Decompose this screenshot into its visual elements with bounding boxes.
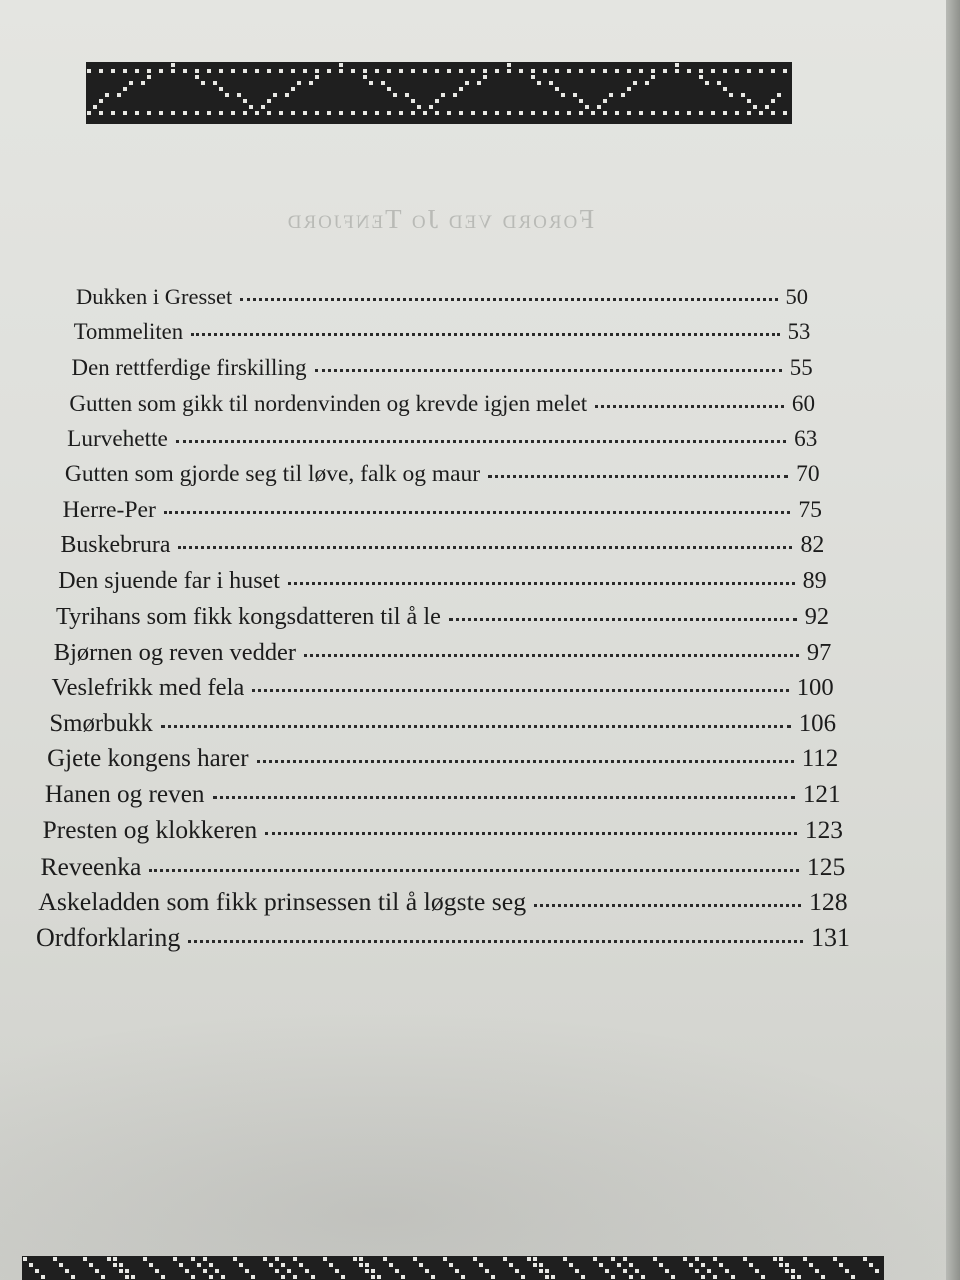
ornament-stitch [623, 1257, 627, 1261]
ornament-stitch [359, 1263, 363, 1267]
toc-entry [65, 461, 820, 488]
toc-entry-page: 82 [800, 532, 825, 559]
toc-entry-title: Bjørnen og reven vedder [53, 638, 297, 666]
toc-entry-page: 53 [787, 319, 811, 345]
ornament-stitch [161, 1275, 165, 1279]
toc-entry-page: 63 [794, 425, 818, 452]
ornament-stitch [563, 1257, 567, 1261]
ornament-stitch [125, 1269, 129, 1273]
toc-entry [52, 674, 834, 702]
ornament-stitch [815, 1269, 819, 1273]
ornament-stitch [671, 1275, 675, 1279]
toc-entry-title: Tommeliten [73, 319, 184, 345]
ornament-stitch [215, 1269, 219, 1273]
ornament-stitch [419, 1263, 423, 1267]
toc-dot-leader [149, 869, 798, 872]
ornament-stitch [185, 1269, 189, 1273]
toc-entry-page: 70 [796, 461, 820, 488]
ornament-stitch [713, 1275, 717, 1279]
ornament-stitch [845, 1269, 849, 1273]
ornament-stitch [335, 1269, 339, 1273]
toc-dot-leader [488, 475, 788, 478]
ornament-stitch [371, 1275, 375, 1279]
ornament-stitch [209, 1275, 213, 1279]
ornament-stitch [323, 1257, 327, 1261]
ornament-stitch [71, 1275, 75, 1279]
ornament-stitch [383, 1257, 387, 1261]
ornament-stitch [443, 1257, 447, 1261]
ornament-stitch [287, 1269, 291, 1273]
ornament-stitch [635, 1269, 639, 1273]
ornament-stitch [641, 1275, 645, 1279]
ornament-stitch [305, 1269, 309, 1273]
toc-entry-page: 100 [796, 674, 834, 702]
ornament-stitch [101, 1275, 105, 1279]
ornament-stitch [59, 1263, 63, 1267]
ornament-stitch [653, 1257, 657, 1261]
toc-entry-title: Lurvehette [67, 425, 168, 452]
ornament-stitch [695, 1269, 699, 1273]
ornament-stitch [269, 1263, 273, 1267]
ornament-stitch [233, 1257, 237, 1261]
toc-dot-leader [161, 725, 791, 728]
toc-dot-leader [240, 298, 777, 301]
ornament-stitch [107, 1257, 111, 1261]
ornament-stitch [275, 1269, 279, 1273]
ornament-stitch [191, 1257, 195, 1261]
toc-dot-leader [304, 654, 799, 657]
ornament-stitch [461, 1275, 465, 1279]
ornament-stitch [239, 1263, 243, 1267]
ornament-stitch [53, 1257, 57, 1261]
ornament-stitch [89, 1263, 93, 1267]
toc-entry-page: 50 [785, 284, 808, 309]
ornament-stitch [485, 1269, 489, 1273]
ornament-stitch [371, 1269, 375, 1273]
toc-dot-leader [534, 904, 801, 907]
ornament-stitch [341, 1275, 345, 1279]
toc-entry-title: Presten og klokkeren [42, 816, 258, 845]
ornament-stitch [293, 1257, 297, 1261]
ornament-stitch [113, 1257, 117, 1261]
toc-entry-page: 75 [798, 496, 822, 523]
toc-dot-leader [164, 511, 790, 514]
ornament-stitch [551, 1275, 555, 1279]
ornament-stitch [263, 1257, 267, 1261]
ornament-stitch [389, 1263, 393, 1267]
toc-entry [47, 745, 838, 773]
ornament-stitch [29, 1263, 33, 1267]
page-edge [946, 0, 960, 1280]
toc-dot-leader [213, 796, 795, 799]
ornament-stitch [119, 1263, 123, 1267]
toc-entry-title: Veslefrikk med fela [51, 674, 245, 702]
ornament-stitch [581, 1275, 585, 1279]
ornament-stitch [809, 1263, 813, 1267]
ornament-stitch [119, 1269, 123, 1273]
ornament-stitch [599, 1263, 603, 1267]
toc-entry-title: Dukken i Gresset [76, 284, 233, 309]
ornament-stitch [311, 1275, 315, 1279]
toc-entry-page: 89 [802, 567, 827, 594]
ornament-stitch [785, 1269, 789, 1273]
ornament-stitch [539, 1269, 543, 1273]
ornament-stitch [713, 1257, 717, 1261]
ornament-stitch [779, 1257, 783, 1261]
toc-entry [38, 887, 847, 917]
ornament-stitch [773, 1257, 777, 1261]
ornament-stitch [539, 1263, 543, 1267]
ornament-stitch [209, 1263, 213, 1267]
toc-entry [69, 390, 815, 417]
ornament-stitch [431, 1275, 435, 1279]
ornament-stitch [839, 1263, 843, 1267]
ornament-stitch [455, 1269, 459, 1273]
bottom-ornament-border [22, 1256, 884, 1280]
toc-entry-title: Smørbukk [49, 709, 153, 737]
ornament-stitch [251, 1275, 255, 1279]
ornament-stitch [203, 1269, 207, 1273]
ornament-stitch [797, 1275, 801, 1279]
toc-entry-page: 106 [798, 709, 836, 737]
ornament-stitch [545, 1275, 549, 1279]
toc-entry [63, 497, 822, 524]
ornament-stitch [23, 1257, 27, 1261]
toc-entry-title: Gjete kongens harer [47, 745, 249, 773]
ornament-stitch [179, 1263, 183, 1267]
ornament-stitch [617, 1263, 621, 1267]
ornament-stitch [503, 1257, 507, 1261]
toc-dot-leader [288, 582, 795, 585]
ornament-stitch [527, 1257, 531, 1261]
ornament-stitch [869, 1263, 873, 1267]
ornament-stitch [173, 1257, 177, 1261]
ornament-stitch [545, 1269, 549, 1273]
toc-entry-title: Reveenka [40, 851, 142, 881]
toc-entry [72, 355, 813, 381]
ornament-stitch [533, 1263, 537, 1267]
toc-dot-leader [315, 369, 782, 372]
ornament-stitch [851, 1275, 855, 1279]
ornament-stitch [413, 1257, 417, 1261]
toc-entry-title: Den sjuende far i huset [58, 567, 280, 594]
toc-entry-page: 125 [806, 851, 846, 881]
ornament-stitch [449, 1263, 453, 1267]
ornament-stitch [629, 1263, 633, 1267]
ornament-stitch [575, 1269, 579, 1273]
toc-entry-title: Den rettferdige firskilling [71, 354, 307, 380]
toc-entry [49, 710, 836, 738]
toc-entry [67, 426, 817, 453]
ornament-stitch [353, 1257, 357, 1261]
toc-entry-page: 55 [789, 354, 813, 380]
ornament-stitch [875, 1269, 879, 1273]
ornament-stitch [35, 1269, 39, 1273]
ornament-stitch [521, 1275, 525, 1279]
ornament-stitch [611, 1257, 615, 1261]
ornament-stitch [113, 1263, 117, 1267]
toc-dot-leader [595, 405, 784, 408]
ornament-stitch [65, 1269, 69, 1273]
ornament-stitch [719, 1263, 723, 1267]
toc-entry-page: 60 [791, 390, 815, 417]
ornament-stitch [143, 1257, 147, 1261]
ornament-stitch [695, 1257, 699, 1261]
ornament-stitch [593, 1257, 597, 1261]
ornament-stitch [359, 1257, 363, 1261]
ornament-stitch [569, 1263, 573, 1267]
ornament-stitch [275, 1257, 279, 1261]
ornament-stitch [377, 1275, 381, 1279]
toc-dot-leader [449, 618, 797, 621]
toc-entry-page: 131 [811, 922, 850, 952]
ornament-stitch [281, 1263, 285, 1267]
toc-entry-title: Buskebrura [60, 532, 171, 559]
ornament-stitch [83, 1257, 87, 1261]
toc-entry-title: Ordforklaring [36, 922, 181, 952]
ornament-stitch [197, 1263, 201, 1267]
toc-entry-title: Askeladden som fikk prinsessen til å løgste seg [38, 887, 527, 917]
toc-entry [54, 639, 832, 667]
ornament-stitch [203, 1257, 207, 1261]
ornament-stitch [791, 1269, 795, 1273]
toc-entry-page: 112 [801, 745, 839, 773]
ornament-stitch [473, 1257, 477, 1261]
ornament-stitch [629, 1275, 633, 1279]
toc-dot-leader [252, 689, 788, 692]
ornament-stitch [515, 1269, 519, 1273]
toc-entry-title: Gutten som gjorde seg til løve, falk og maur [64, 461, 481, 488]
ornament-stitch [155, 1269, 159, 1273]
toc-entry [45, 781, 841, 809]
ornament-stitch [299, 1263, 303, 1267]
ornament-stitch [689, 1263, 693, 1267]
ornament-stitch [533, 1257, 537, 1261]
ornament-stitch [791, 1275, 795, 1279]
ornament-stitch [509, 1263, 513, 1267]
toc-entry-title: Tyrihans som fikk kongsdatteren til å le [56, 603, 441, 631]
knit-pattern-ornament [22, 1256, 884, 1280]
toc-dot-leader [188, 940, 803, 943]
toc-entry [40, 852, 845, 882]
ornament-stitch [125, 1275, 129, 1279]
ornament-stitch [281, 1275, 285, 1279]
toc-dot-leader [176, 440, 786, 443]
ornament-stitch [833, 1257, 837, 1261]
ornament-stitch [365, 1269, 369, 1273]
ornament-stitch [221, 1275, 225, 1279]
ornament-stitch [659, 1263, 663, 1267]
toc-entry-page: 97 [806, 638, 832, 666]
ornament-stitch [149, 1263, 153, 1267]
bleed-through-heading: Forord ved Jo Tenfjord [285, 204, 595, 234]
ornament-stitch [131, 1275, 135, 1279]
ornament-stitch [245, 1269, 249, 1273]
toc-entry-title: Hanen og reven [44, 780, 205, 808]
ornament-stitch [743, 1257, 747, 1261]
ornament-stitch [683, 1257, 687, 1261]
toc-entry-page: 121 [802, 780, 841, 808]
toc-entry-title: Gutten som gikk til nordenvinden og krevde igjen melet [69, 390, 588, 417]
toc-entry-page: 123 [804, 816, 843, 845]
toc-dot-leader [178, 546, 792, 549]
ornament-stitch [365, 1263, 369, 1267]
toc-dot-leader [257, 760, 794, 763]
toc-entry [56, 603, 829, 631]
ornament-stitch [491, 1275, 495, 1279]
ornament-stitch [761, 1275, 765, 1279]
toc-entry [36, 923, 850, 953]
ornament-stitch [701, 1275, 705, 1279]
ornament-stitch [665, 1269, 669, 1273]
ornament-stitch [605, 1269, 609, 1273]
ornament-stitch [779, 1263, 783, 1267]
toc-entry [60, 532, 824, 559]
ornament-stitch [329, 1263, 333, 1267]
ornament-stitch [701, 1263, 705, 1267]
toc-entry-title: Herre-Per [62, 496, 156, 523]
toc-entry [43, 816, 843, 845]
ornament-stitch [725, 1269, 729, 1273]
ornament-stitch [755, 1269, 759, 1273]
ornament-stitch [41, 1275, 45, 1279]
ornament-stitch [821, 1275, 825, 1279]
ornament-stitch [749, 1263, 753, 1267]
toc-dot-leader [265, 832, 797, 835]
ornament-stitch [803, 1257, 807, 1261]
ornament-stitch [293, 1275, 297, 1279]
ornament-stitch [425, 1269, 429, 1273]
ornament-stitch [395, 1269, 399, 1273]
ornament-stitch [611, 1275, 615, 1279]
toc-dot-leader [191, 333, 780, 336]
ornament-stitch [785, 1263, 789, 1267]
toc-entry-page: 92 [804, 603, 829, 631]
ornament-stitch [731, 1275, 735, 1279]
hand-shadow [0, 990, 946, 1280]
ornament-stitch [623, 1269, 627, 1273]
toc-entry [74, 319, 811, 345]
ornament-stitch [95, 1269, 99, 1273]
ornament-stitch [863, 1257, 867, 1261]
toc-entry [58, 568, 826, 595]
ornament-stitch [707, 1269, 711, 1273]
toc-entry [76, 284, 808, 310]
ornament-stitch [479, 1263, 483, 1267]
ornament-stitch [401, 1275, 405, 1279]
toc-entry-page: 128 [808, 887, 848, 917]
ornament-stitch [191, 1275, 195, 1279]
